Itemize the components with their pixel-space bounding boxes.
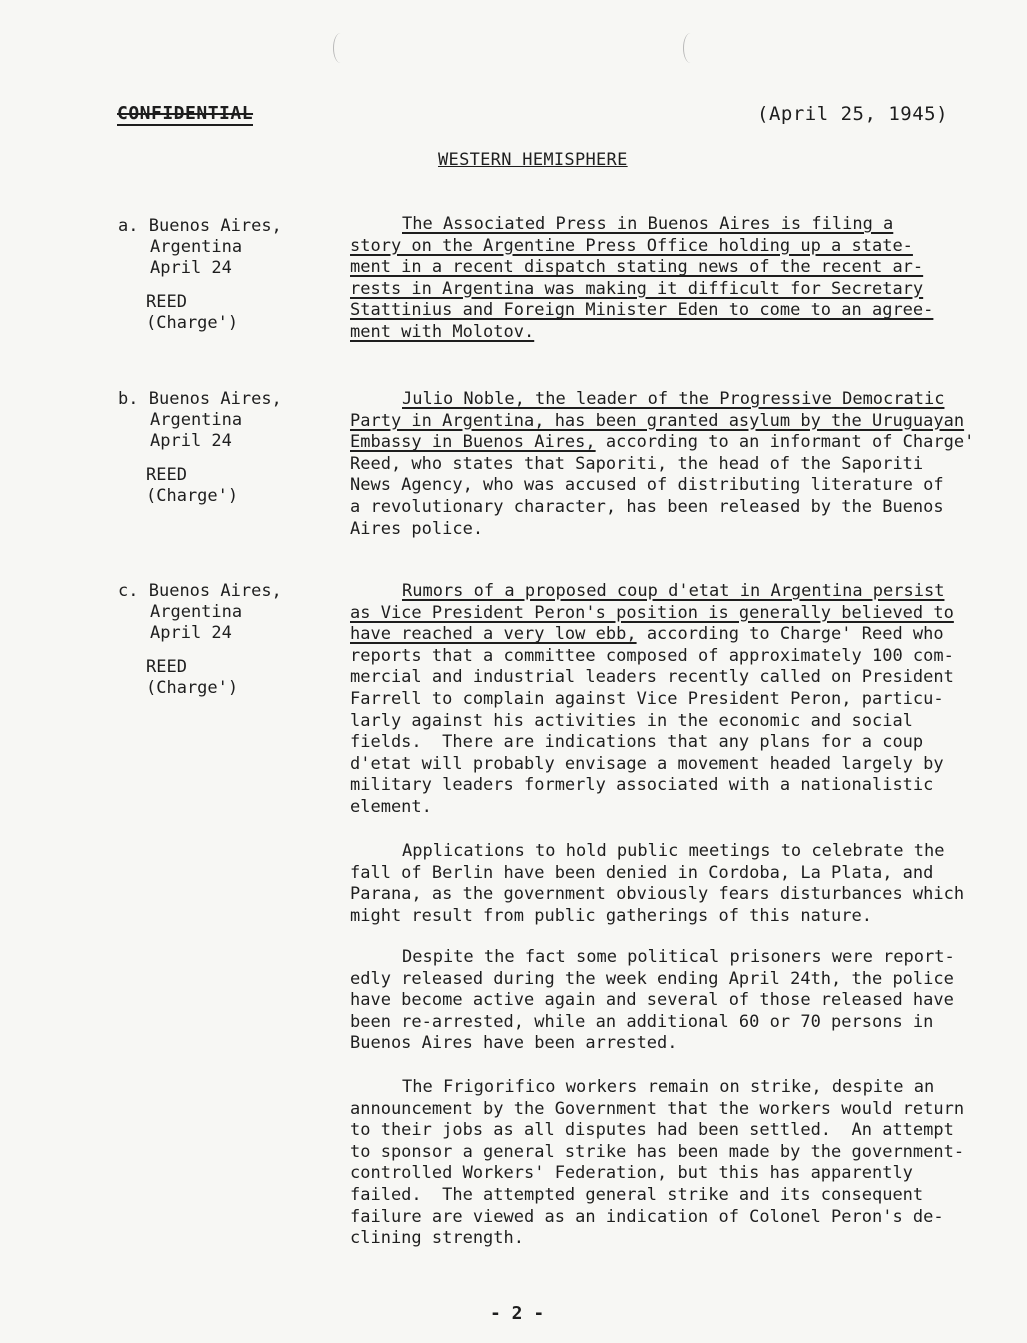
- text-line: [350, 1163, 990, 1185]
- plain-text: been re-arrested, while an additional 60 or 70 persons in: [350, 1011, 934, 1032]
- plain-text: Reed, who states that Saporiti, the head of the Saporiti: [350, 453, 924, 474]
- plain-text: element.: [350, 796, 432, 817]
- text-line: [350, 947, 990, 969]
- underlined-text: ment in a recent dispatch stating news of the recent ar-: [350, 257, 924, 278]
- underlined-text: Embassy in Buenos Aires,: [350, 432, 596, 453]
- text-line: [350, 1012, 990, 1034]
- item-dateline: April 24: [150, 623, 232, 643]
- plain-text: larly against his activities in the economic and social: [350, 710, 913, 731]
- page-number: - 2 -: [490, 1303, 545, 1324]
- text-line: [350, 519, 990, 541]
- text-line: [350, 411, 990, 433]
- item-country: Argentina: [150, 602, 243, 622]
- item-place: Buenos Aires,: [148, 389, 282, 409]
- text-line: [350, 603, 990, 625]
- plain-text: News Agency, who was accused of distributing literature of: [350, 475, 944, 496]
- underlined-text: ment with Molotov.: [350, 321, 535, 342]
- text-line: [350, 1120, 990, 1142]
- text-line: [350, 689, 990, 711]
- plain-text: to sponsor a general strike has been made by the government-: [350, 1141, 965, 1162]
- item-place: Buenos Aires,: [148, 581, 282, 601]
- plain-text: to their jobs as all disputes had been settled. An attempt: [350, 1120, 954, 1141]
- plain-text: fall of Berlin have been denied in Cordoba, La Plata, and: [350, 862, 934, 883]
- plain-text: fields. There are indications that any plans for a coup: [350, 732, 924, 753]
- item-letter: a.: [118, 216, 139, 236]
- underlined-text: have reached a very low ebb,: [350, 624, 637, 645]
- punch-hole-mark-left: [333, 33, 348, 63]
- item-source-name: REED: [146, 657, 187, 677]
- underlined-text: rests in Argentina was making it difficult for Secretary: [350, 278, 924, 299]
- text-line: [350, 432, 990, 454]
- underlined-text: The Associated Press in Buenos Aires is filing a: [402, 214, 894, 234]
- text-line: [350, 475, 990, 497]
- plain-text: mercial and industrial leaders recently called on President: [350, 667, 954, 688]
- text-line: [350, 279, 990, 301]
- item-dateline: April 24: [150, 258, 232, 278]
- text-line: [350, 1142, 990, 1164]
- item-source-role: (Charge'): [146, 486, 239, 506]
- item-place: Buenos Aires,: [148, 216, 282, 236]
- text-line: [350, 863, 990, 885]
- item-a-body: [350, 214, 990, 344]
- text-line: [350, 754, 990, 776]
- item-c-body-paragraph-1: [350, 581, 990, 819]
- text-line: [350, 797, 990, 819]
- text-line: [350, 732, 990, 754]
- text-line: [350, 1185, 990, 1207]
- item-b-margin-note: [118, 389, 318, 507]
- plain-text: controlled Workers' Federation, but this has apparently: [350, 1163, 913, 1184]
- item-a-margin-note: [118, 216, 318, 334]
- underlined-text: Party in Argentina, has been granted asylum by the Uruguayan: [350, 410, 965, 431]
- text-line: [350, 214, 990, 236]
- item-letter: c.: [118, 581, 139, 601]
- plain-text: have become active again and several of those released have: [350, 990, 954, 1011]
- text-line: [350, 389, 990, 411]
- text-line: [350, 454, 990, 476]
- text-line: [350, 841, 990, 863]
- text-line: [350, 667, 990, 689]
- item-c-body-paragraph-2: [350, 841, 990, 927]
- text-line: [350, 711, 990, 733]
- text-line: [350, 1228, 990, 1250]
- underlined-text: Stattinius and Foreign Minister Eden to come to an agree-: [350, 300, 934, 321]
- text-line: [350, 581, 990, 603]
- plain-text: a revolutionary character, has been released by the Buenos: [350, 496, 944, 517]
- plain-text: according to Charge' Reed who: [636, 624, 944, 645]
- item-source-role: (Charge'): [146, 313, 239, 333]
- item-country: Argentina: [150, 410, 243, 430]
- text-line: [350, 322, 990, 344]
- text-line: [350, 1207, 990, 1229]
- text-line: [350, 624, 990, 646]
- text-line: [350, 646, 990, 668]
- punch-hole-mark-right: [683, 33, 698, 63]
- plain-text: Aires police.: [350, 518, 484, 539]
- item-source-role: (Charge'): [146, 678, 239, 698]
- text-line: [350, 906, 990, 928]
- text-line: [350, 775, 990, 797]
- plain-text: military leaders formerly associated with a nationalistic: [350, 775, 934, 796]
- text-line: [350, 1099, 990, 1121]
- text-line: [350, 1033, 990, 1055]
- item-c-margin-note: [118, 581, 318, 699]
- plain-text: failed. The attempted general strike and its consequent: [350, 1184, 924, 1205]
- plain-text: d'etat will probably envisage a movement headed largely by: [350, 753, 944, 774]
- item-c-body-paragraph-3: [350, 947, 990, 1055]
- classification-stamp: CONFIDENTIAL: [117, 103, 254, 124]
- text-line: [350, 969, 990, 991]
- plain-text: failure are viewed as an indication of Colonel Peron's de-: [350, 1206, 944, 1227]
- plain-text: Applications to hold public meetings to celebrate the: [402, 841, 945, 861]
- plain-text: announcement by the Government that the workers would return: [350, 1098, 965, 1119]
- text-line: [350, 990, 990, 1012]
- plain-text: Buenos Aires have been arrested.: [350, 1033, 678, 1054]
- text-line: [350, 497, 990, 519]
- plain-text: reports that a committee composed of approximately 100 com-: [350, 645, 954, 666]
- plain-text: Parana, as the government obviously fears disturbances which: [350, 884, 965, 905]
- plain-text: Farrell to complain against Vice President Peron, particu-: [350, 688, 944, 709]
- plain-text: clining strength.: [350, 1228, 524, 1249]
- section-heading: WESTERN HEMISPHERE: [438, 150, 628, 170]
- item-b-body: [350, 389, 990, 540]
- item-country: Argentina: [150, 237, 243, 257]
- text-line: [350, 236, 990, 258]
- item-letter: b.: [118, 389, 139, 409]
- text-line: [350, 257, 990, 279]
- item-source-name: REED: [146, 465, 187, 485]
- underlined-text: story on the Argentine Press Office holding up a state-: [350, 235, 913, 256]
- underlined-text: as Vice President Peron's position is generally believed to: [350, 602, 954, 623]
- underlined-text: Julio Noble, the leader of the Progressive Democratic: [402, 389, 945, 409]
- item-c-body-paragraph-4: [350, 1077, 990, 1250]
- item-source-name: REED: [146, 292, 187, 312]
- underlined-text: Rumors of a proposed coup d'etat in Argentina persist: [402, 581, 945, 601]
- plain-text: edly released during the week ending April 24th, the police: [350, 968, 954, 989]
- document-date: (April 25, 1945): [757, 103, 949, 125]
- text-line: [350, 884, 990, 906]
- text-line: [350, 1077, 990, 1099]
- plain-text: according to an informant of Charge': [595, 432, 975, 453]
- plain-text: might result from public gatherings of this nature.: [350, 905, 872, 926]
- plain-text: The Frigorifico workers remain on strike, despite an: [402, 1077, 935, 1097]
- item-dateline: April 24: [150, 431, 232, 451]
- plain-text: Despite the fact some political prisoners were report-: [402, 947, 955, 967]
- text-line: [350, 300, 990, 322]
